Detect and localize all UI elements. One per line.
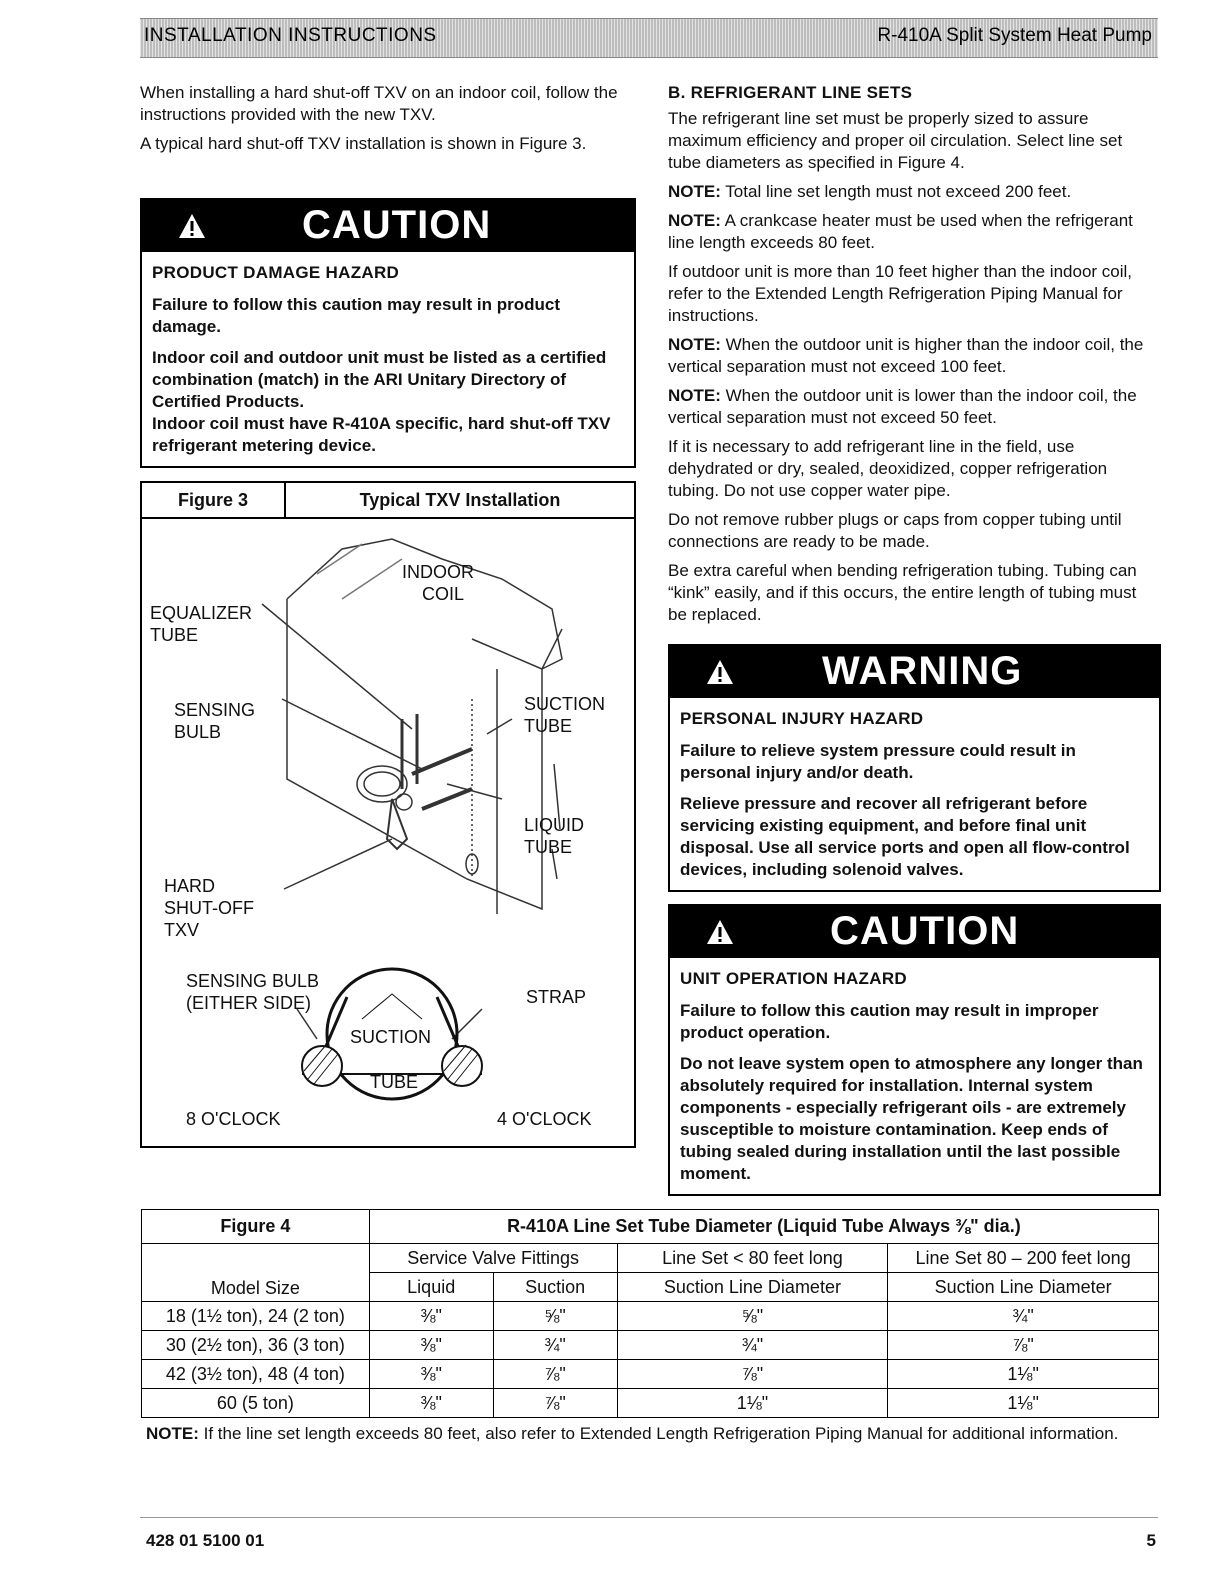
figure-4-table — [141, 1209, 1159, 1418]
cell-80-200: 1⅛" — [888, 1360, 1159, 1389]
table-row — [142, 1302, 1159, 1331]
figure-3-label: Figure 3 — [142, 483, 286, 517]
warning-triangle-icon — [706, 918, 734, 946]
label-indoor-coil-2: COIL — [422, 584, 465, 604]
caution-text-3: Indoor coil must have R-410A specific, hard shut-off TXV refrigerant metering device. — [152, 414, 611, 455]
label-hard-shutoff-1: HARD — [164, 876, 216, 896]
note-text: When the outdoor unit is higher than the indoor coil, the vertical separation must not exceed 100 feet. — [668, 335, 1144, 376]
line-sets-paragraph-2: If outdoor unit is more than 10 feet higher than the indoor coil, refer to the Extended Length Refrigeration Piping Manual for instructions. — [668, 262, 1133, 325]
hazard-title: PERSONAL INJURY HAZARD — [680, 709, 924, 728]
footer-divider — [140, 1517, 1158, 1518]
warning-text-2: Relieve pressure and recover all refrigerant before servicing existing equipment, and before final unit disposal. Use all service ports and open all flow-control devices, including solenoid valves. — [680, 794, 1130, 879]
note-text: If the line set length exceeds 80 feet, also refer to Extended Length Refrigeration Piping Manual for additional information. — [198, 1424, 1119, 1443]
note-4 — [668, 385, 1159, 429]
header-service-valve-fittings: Service Valve Fittings — [369, 1244, 617, 1273]
cell-liquid: ⅜" — [369, 1331, 493, 1360]
cell-liquid: ⅜" — [369, 1302, 493, 1331]
note-text: Total line set length must not exceed 200 feet. — [720, 182, 1072, 201]
note-label: NOTE: — [146, 1424, 199, 1443]
caution-bar — [670, 906, 1159, 958]
cell-suction: ⅞" — [493, 1389, 617, 1418]
note-text: A crankcase heater must be used when the refrigerant line length exceeds 80 feet. — [668, 211, 1133, 252]
cell-liquid: ⅜" — [369, 1360, 493, 1389]
cell-model: 18 (1½ ton), 24 (2 ton) — [142, 1302, 370, 1331]
note-label: NOTE: — [668, 182, 721, 201]
label-4-oclock: 4 O'CLOCK — [497, 1109, 592, 1129]
label-equalizer-2: TUBE — [150, 625, 199, 645]
warning-title: WARNING — [822, 649, 1023, 693]
note-1 — [668, 181, 1159, 203]
header-line-set-under-80: Line Set < 80 feet long — [617, 1244, 888, 1273]
cell-suction: ¾" — [493, 1331, 617, 1360]
caution-title: CAUTION — [830, 909, 1020, 953]
figure-3 — [140, 481, 636, 1148]
figure-3-caption — [142, 483, 634, 519]
header-product-title: R-410A Split System Heat Pump — [877, 25, 1152, 46]
cell-suction: ⅞" — [493, 1360, 617, 1389]
label-liquid-tube-2: TUBE — [524, 837, 573, 857]
label-sensing-bulb-1: SENSING — [174, 700, 256, 720]
intro-paragraph-1: When installing a hard shut-off TXV on an indoor coil, follow the instructions provided with the new TXV. — [140, 83, 618, 124]
label-suction-tube-1: SUCTION — [524, 694, 605, 714]
label-sensing-bulb-either-2: (EITHER SIDE) — [186, 993, 312, 1013]
section-heading-line-sets: B. REFRIGERANT LINE SETS — [668, 83, 913, 102]
caution-box-product-damage — [140, 198, 636, 468]
header-suction: Suction — [493, 1273, 617, 1302]
document-number: 428 01 5100 01 — [146, 1531, 265, 1550]
note-label: NOTE: — [668, 386, 721, 405]
label-strap: STRAP — [526, 987, 587, 1007]
cell-model: 30 (2½ ton), 36 (3 ton) — [142, 1331, 370, 1360]
line-sets-paragraph-1: The refrigerant line set must be properly sized to assure maximum efficiency and proper oil circulation. Select line set tube diameters as specified in Figure 4. — [668, 109, 1123, 172]
label-circle-tube: TUBE — [370, 1072, 419, 1092]
header-line-set-80-200: Line Set 80 – 200 feet long — [888, 1244, 1159, 1273]
page-number: 5 — [1146, 1531, 1156, 1550]
cell-80-200: 1⅛" — [888, 1389, 1159, 1418]
figure-4-title: R-410A Line Set Tube Diameter (Liquid Tube Always ⅜" dia.) — [369, 1210, 1158, 1244]
cell-suction: ⅝" — [493, 1302, 617, 1331]
cell-model: 60 (5 ton) — [142, 1389, 370, 1418]
label-liquid-tube-1: LIQUID — [524, 815, 585, 835]
caution-text-2: Indoor coil and outdoor unit must be listed as a certified combination (match) in the ARI Unitary Directory of Certified Products. — [152, 348, 607, 411]
line-sets-paragraph-5: Be extra careful when bending refrigeration tubing. Tubing can “kink” easily, and if this occurs, the entire length of tubing must be replaced. — [668, 561, 1137, 624]
label-indoor-coil-1: INDOOR — [402, 562, 474, 582]
cell-under-80: 1⅛" — [617, 1389, 888, 1418]
note-3 — [668, 334, 1159, 378]
label-suction-tube-2: TUBE — [524, 716, 573, 736]
right-text-column — [668, 82, 1159, 633]
caution-text-2: Do not leave system open to atmosphere any longer than absolutely required for installation. Internal system components - especially refrigerant oils - are extremely susceptible to moisture contamination. Keep ends of tubing sealed during installation until the last possible moment. — [680, 1054, 1143, 1183]
caution-title: CAUTION — [302, 203, 492, 247]
label-8-oclock: 8 O'CLOCK — [186, 1109, 281, 1129]
cell-under-80: ¾" — [617, 1331, 888, 1360]
figure-4-note — [146, 1423, 1156, 1445]
intro-paragraph-2: A typical hard shut-off TXV installation is shown in Figure 3. — [140, 134, 587, 153]
label-circle-suction: SUCTION — [350, 1027, 431, 1047]
caution-text-1: Failure to follow this caution may result in improper product operation. — [680, 1001, 1099, 1042]
header-section-title: INSTALLATION INSTRUCTIONS — [144, 25, 437, 46]
cell-liquid: ⅜" — [369, 1389, 493, 1418]
header-model-size: Model Size — [142, 1244, 370, 1302]
note-2 — [668, 210, 1159, 254]
label-hard-shutoff-3: TXV — [164, 920, 200, 940]
cell-80-200: ⅞" — [888, 1331, 1159, 1360]
label-sensing-bulb-2: BULB — [174, 722, 222, 742]
table-row — [142, 1389, 1159, 1418]
line-sets-paragraph-3: If it is necessary to add refrigerant line in the field, use dehydrated or dry, sealed, deoxidized, copper refrigeration tubing. Do not use copper water pipe. — [668, 437, 1108, 500]
warning-text-1: Failure to relieve system pressure could result in personal injury and/or death. — [680, 741, 1076, 782]
warning-bar — [670, 646, 1159, 698]
note-text: When the outdoor unit is lower than the indoor coil, the vertical separation must not exceed 50 feet. — [668, 386, 1137, 427]
cell-under-80: ⅞" — [617, 1360, 888, 1389]
warning-triangle-icon — [706, 658, 734, 686]
warning-box-personal-injury — [668, 644, 1161, 892]
caution-text-1: Failure to follow this caution may result in product damage. — [152, 295, 561, 336]
line-sets-paragraph-4: Do not remove rubber plugs or caps from copper tubing until connections are ready to be made. — [668, 510, 1122, 551]
label-hard-shutoff-2: SHUT-OFF — [164, 898, 254, 918]
figure-4-label: Figure 4 — [142, 1210, 370, 1244]
cell-model: 42 (3½ ton), 48 (4 ton) — [142, 1360, 370, 1389]
header-suction-line-diameter: Suction Line Diameter — [617, 1273, 888, 1302]
header-suction-line-diameter: Suction Line Diameter — [888, 1273, 1159, 1302]
left-intro — [140, 82, 632, 162]
header-liquid: Liquid — [369, 1273, 493, 1302]
note-label: NOTE: — [668, 211, 721, 230]
caution-bar — [142, 200, 634, 252]
note-label: NOTE: — [668, 335, 721, 354]
table-row — [142, 1331, 1159, 1360]
label-equalizer-1: EQUALIZER — [150, 603, 253, 623]
cell-under-80: ⅝" — [617, 1302, 888, 1331]
hazard-title: PRODUCT DAMAGE HAZARD — [152, 263, 400, 282]
table-row — [142, 1360, 1159, 1389]
caution-box-unit-operation — [668, 904, 1161, 1196]
figure-3-title: Typical TXV Installation — [359, 490, 561, 510]
warning-triangle-icon — [178, 212, 206, 240]
cell-80-200: ¾" — [888, 1302, 1159, 1331]
label-sensing-bulb-either-1: SENSING BULB — [186, 971, 320, 991]
page-header — [140, 18, 1158, 58]
hazard-title: UNIT OPERATION HAZARD — [680, 969, 907, 988]
